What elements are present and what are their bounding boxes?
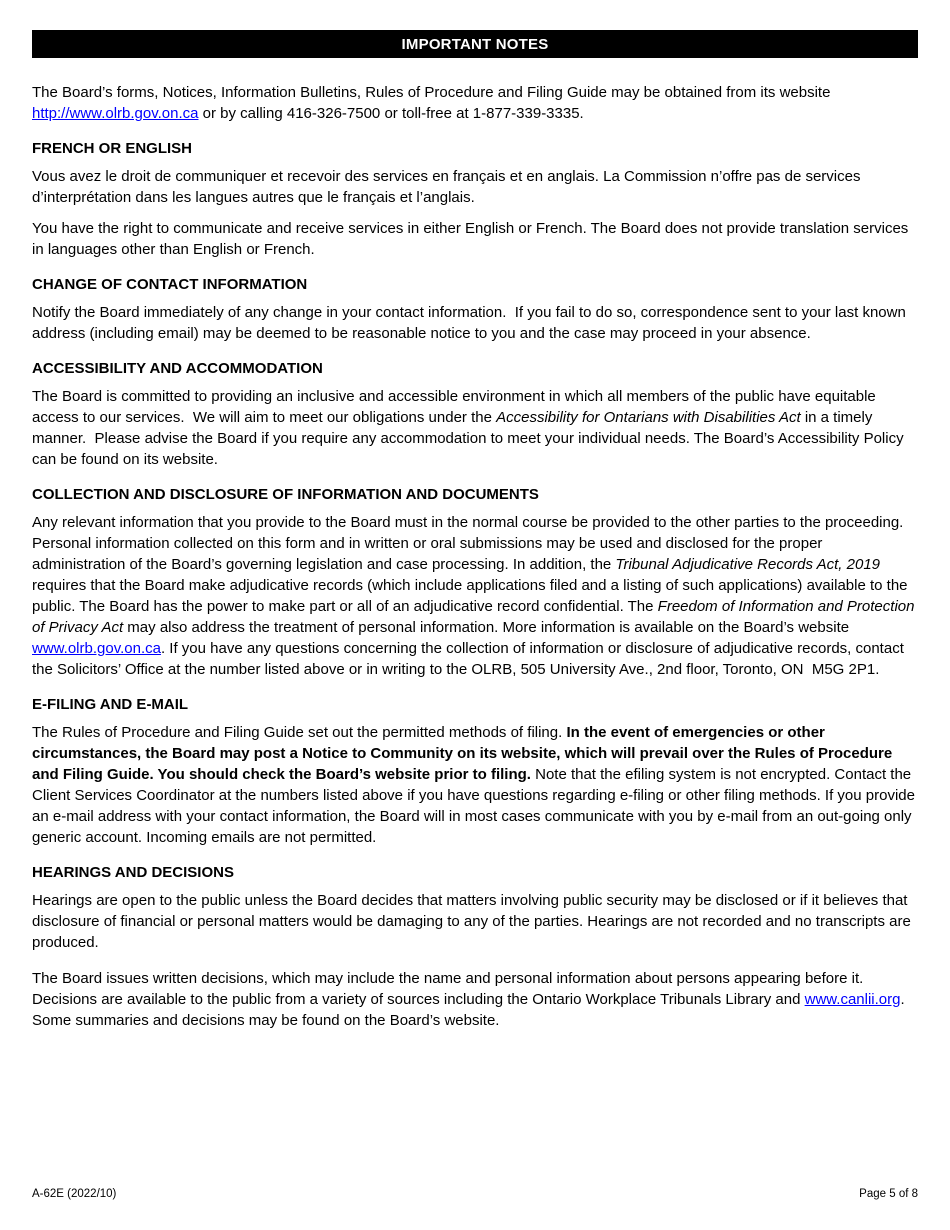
section-heading: ACCESSIBILITY AND ACCOMMODATION [32,360,323,377]
text-run: The Board issues written decisions, which may include the name and personal information about persons appearing before it. Decisions are available to the public from a variety of sources including the Ontario Workplace Tribunals Library and [32,970,872,1008]
section-heading: HEARINGS AND DECISIONS [32,864,234,881]
page-footer [32,1188,918,1201]
text-run: requires that the Board make adjudicative records (which include applications filed and a listing of such applications) available to the public. The Board has the power to make part or all of an adjudicative record confidential. The [32,556,912,615]
hyperlink[interactable]: www.canlii.org [804,991,901,1008]
italic-text: Accessibility for Ontarians with Disabilities Act [496,409,801,426]
paragraph [32,512,918,680]
text-run: Note that the efiling system is not encrypted. Contact the Client Services Coordinator at the numbers listed above if you have questions regarding e-filing or other filing methods. If you provide an e-mail address with your contact information, the Board will in most cases communicate with you by e-mail from an out-going only generic account. Incoming emails are not permitted. [32,766,920,846]
paragraph [32,82,918,124]
paragraph [32,166,918,208]
paragraph [32,722,918,848]
text-run: Any relevant information that you provide to the Board must in the normal course be provided to the other parties to the proceeding. Personal information collected on this form and in written or oral submissions may be used and disclosed for the proper administration of the Board’s governing legislation and case processing. In addition, the [32,514,908,573]
text-run: . If you have any questions concerning the collection of information or disclosure of adjudicative records, contact the Solicitors’ Office at the number listed above or in writing to the OLRB, 505 University Ave., 2nd floor, Toronto, ON M5G 2P1. [32,640,909,678]
text-run: Vous avez le droit de communiquer et recevoir des services en français et en anglais. La Commission n’offre pas de services d’interprétation dans les langues autres que le français et l’anglais. [32,168,865,206]
text-run: or by calling 416-326-7500 or toll-free at 1-877-339-3335. [198,105,584,122]
bold-text: In the event of emergencies or other circumstances, the Board may post a Notice to Community on its website, which will prevail over the Rules of Procedure and Filing Guide. You should check the Board’s website prior to filing. [32,724,897,783]
text-run: may also address the treatment of personal information. More information is available on the Board’s website [123,619,854,636]
section-heading: E-FILING AND E-MAIL [32,696,189,713]
section-heading: CHANGE OF CONTACT INFORMATION [32,276,308,293]
paragraph [32,302,918,344]
paragraph [32,386,918,470]
text-run: The Rules of Procedure and Filing Guide set out the permitted methods of filing. [32,724,567,741]
text-run: Notify the Board immediately of any change in your contact information. If you fail to do so, correspondence sent to your last known address (including email) may be deemed to be reasonable notice to you and the case may proceed in your absence. [32,304,910,342]
paragraph [32,968,918,1031]
paragraph [32,218,918,260]
section-heading: FRENCH OR ENGLISH [32,140,193,157]
text-run: You have the right to communicate and receive services in either English or French. The Board does not provide translation services in languages other than English or French. [32,220,913,258]
italic-text: Freedom of Information and Protection of Privacy Act [32,598,919,636]
page-number: Page 5 of 8 [859,1188,918,1200]
hyperlink[interactable]: http://www.olrb.gov.on.ca [32,105,199,122]
italic-text: Tribunal Adjudicative Records Act, 2019 [615,556,881,573]
section-heading: COLLECTION AND DISCLOSURE OF INFORMATION AND DOCUMENTS [32,486,539,503]
text-run: . Some summaries and decisions may be found on the Board’s website. [32,991,909,1029]
text-run: in a timely manner. Please advise the Board if you require any accommodation to meet your individual needs. The Board’s Accessibility Policy can be found on its website. [32,409,908,468]
document-body [32,82,918,1031]
paragraph [32,890,918,953]
text-run: The Board is committed to providing an inclusive and accessible environment in which all members of the public have equitable access to our services. We will aim to meet our obligations under the [32,388,880,426]
text-run: Hearings are open to the public unless the Board decides that matters involving public security may be disclosed or if it believes that disclosure of financial or personal matters would be damaging to any of the parties. Hearings are not recorded and no transcripts are produced. [32,892,915,951]
text-run: The Board’s forms, Notices, Information Bulletins, Rules of Procedure and Filing Guide may be obtained from its website [32,84,835,101]
form-number: A-62E (2022/10) [32,1188,117,1200]
hyperlink[interactable]: www.olrb.gov.on.ca [32,640,161,657]
important-notes-banner: IMPORTANT NOTES [32,30,918,58]
